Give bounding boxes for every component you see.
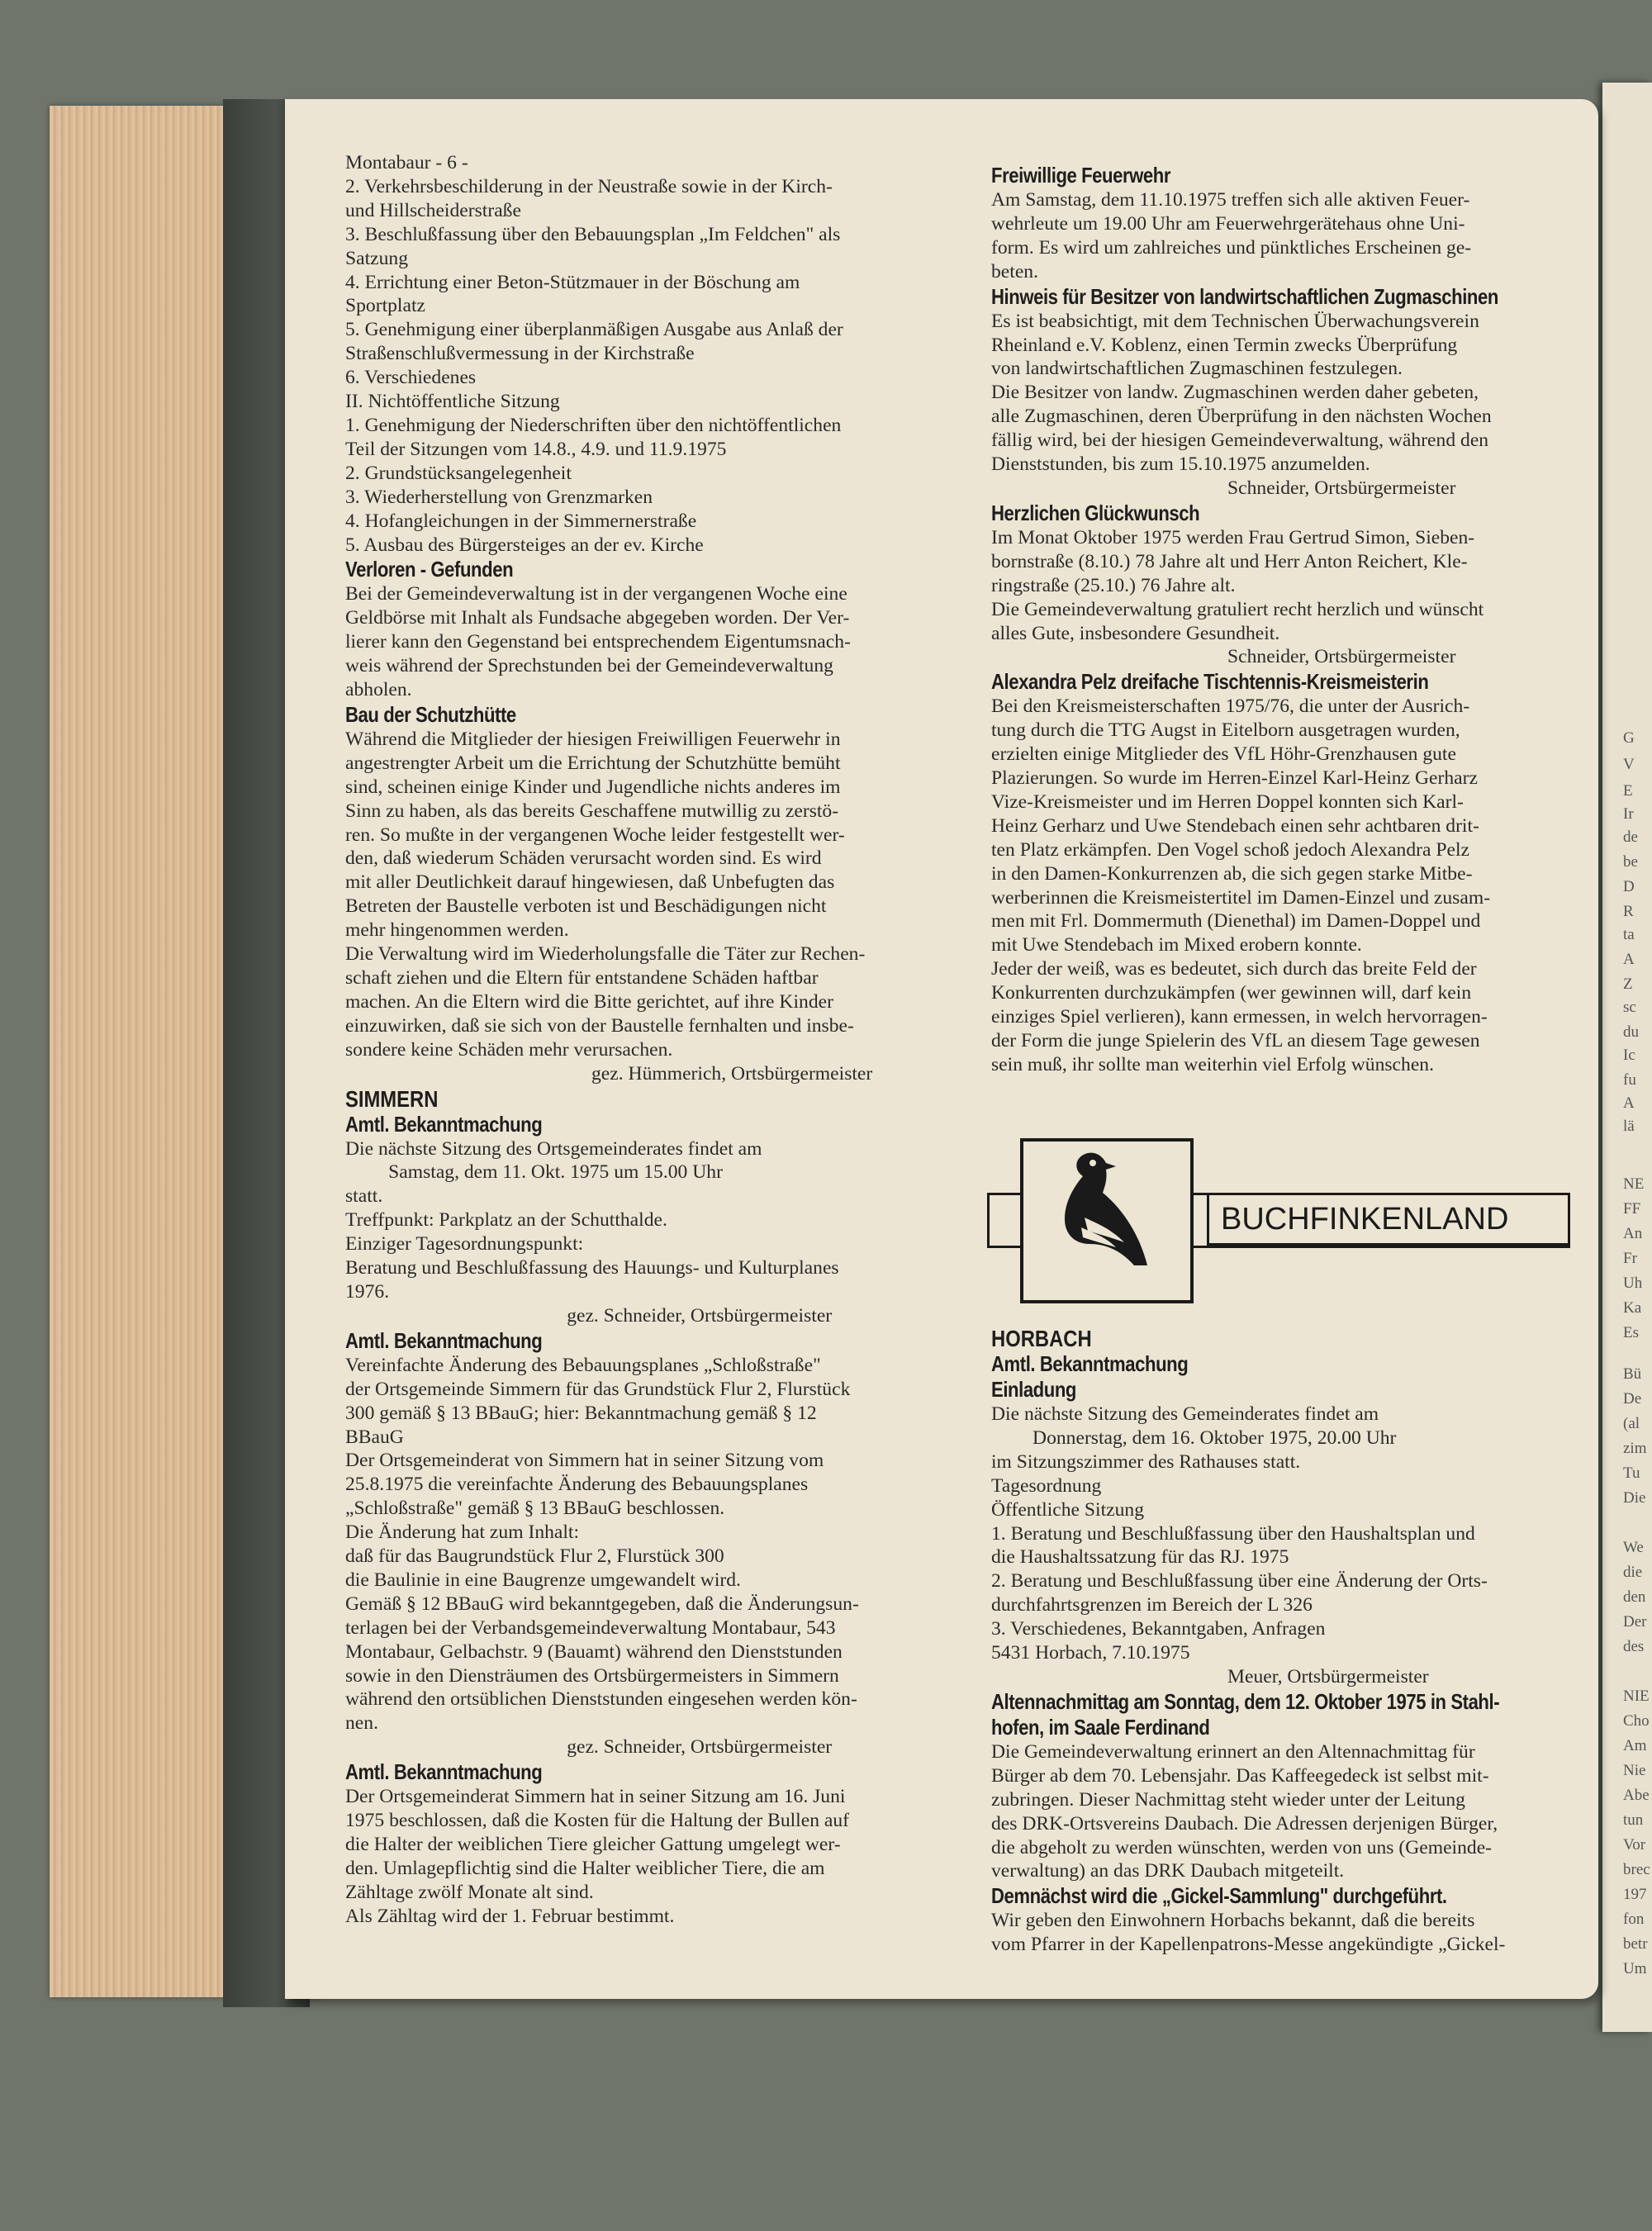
text-line: sein muß, ihr sollte man weiterhin viel Erfolg wünschen.	[991, 1053, 1434, 1075]
agenda-item: 3. Beschlußfassung über den Bebauungsplan „Im Feldchen" als	[345, 223, 841, 245]
agenda-item: Satzung	[345, 247, 409, 269]
text-line: Die Besitzer von landw. Zugmaschinen werden daher gebeten,	[991, 382, 1479, 404]
text-line: Betreten der Baustelle verboten ist und Beschädigungen nicht	[345, 895, 827, 918]
logo-name-box	[1207, 1193, 1570, 1246]
text-line: wehrleute um 19.00 Uhr am Feuerwehrgerätehaus ohne Uni-	[991, 212, 1465, 235]
next-page-fragment: NE	[1623, 1175, 1645, 1193]
agenda-item: 2. Verkehrsbeschilderung in der Neustraße sowie in der Kirch-	[345, 175, 833, 197]
next-page-fragment: ta	[1623, 926, 1635, 943]
bird-icon	[1023, 1142, 1190, 1300]
text-line: erzielten einige Mitglieder des VfL Höhr-Grenzhausen gute	[991, 743, 1456, 766]
next-page-text-fragments	[1623, 124, 1652, 2024]
text-line: Im Monat Oktober 1975 werden Frau Gertrud Simon, Sieben-	[991, 526, 1475, 548]
simmern-notice-2-body	[345, 1354, 961, 1736]
heading-gickel: Demnächst wird die „Gickel-Sammlung" durchgeführt.	[991, 1883, 1447, 1909]
text-line: vom Pfarrer in der Kapellenpatrons-Messe angekündigte „Gickel-	[991, 1934, 1506, 1956]
text-line: des DRK-Ortsvereins Daubach. Die Adressen derjenigen Bürger,	[991, 1812, 1498, 1835]
text-line: 300 gemäß § 13 BBauG; hier: Bekanntmachung gemäß § 12	[345, 1402, 817, 1424]
text-line: den, daß wiederum Schäden verursacht worden sind. Es wird	[345, 847, 822, 870]
next-page-fragment: Ic	[1623, 1047, 1635, 1064]
text-line: nen.	[345, 1712, 378, 1735]
text-line: die Haushaltssatzung für das RJ. 1975	[991, 1546, 1289, 1569]
next-page-fragment: Ir	[1623, 805, 1634, 823]
next-page-fragment: 197	[1623, 1886, 1647, 1903]
buchfinkenland-logo	[987, 1138, 1569, 1303]
gickel-body	[991, 1909, 1582, 1957]
next-page-fragment: Ka	[1623, 1299, 1642, 1317]
text-line: Gemäß § 12 BBauG wird bekanntgegeben, daß die Änderungsun-	[345, 1593, 859, 1615]
text-line: Montabaur, Gelbachstr. 9 (Bauamt) während den Dienststunden	[345, 1640, 843, 1663]
next-page-fragment: Z	[1623, 975, 1633, 993]
next-page-fragment: NIE	[1623, 1687, 1650, 1705]
logo-rule-left	[987, 1193, 990, 1248]
text-line: Die Verwaltung wird im Wiederholungsfalle die Täter zur Rechen-	[345, 943, 866, 966]
heading-horbach-notice: Amtl. Bekanntmachung	[991, 1351, 1189, 1376]
next-page-fragment: FF	[1623, 1200, 1641, 1218]
text-line: den. Umlagepflichtig sind die Halter weiblicher Tiere, die am	[345, 1857, 825, 1879]
heading-glueckwunsch: Herzlichen Glückwunsch	[991, 500, 1200, 525]
tischtennis-body	[991, 695, 1582, 1077]
text-line: durchfahrtsgrenzen im Bereich der L 326	[991, 1594, 1313, 1616]
next-page-fragment: brec	[1623, 1861, 1650, 1878]
text-line: daß für das Baugrundstück Flur 2, Flurstück 300	[345, 1545, 724, 1568]
text-line: angestrengter Arbeit um die Errichtung der Schutzhütte bemüht	[345, 752, 841, 774]
text-line: Bürger ab dem 70. Lebensjahr. Das Kaffeegedeck ist selbst mit-	[991, 1764, 1489, 1787]
text-line: 1976.	[345, 1280, 390, 1303]
text-line: Einziger Tagesordnungspunkt:	[345, 1233, 584, 1256]
next-page-fragment: R	[1623, 903, 1634, 920]
right-column-lower	[991, 1326, 1582, 1957]
text-line: men mit Frl. Dommermuth (Dienethal) im Damen-Doppel und	[991, 910, 1481, 933]
next-page-fragment: An	[1623, 1225, 1643, 1242]
text-line: alles Gute, insbesondere Gesundheit.	[991, 622, 1280, 644]
agenda-item: und Hillscheiderstraße	[345, 199, 521, 221]
right-column-upper	[991, 163, 1582, 1077]
text-line: Öffentliche Sitzung	[991, 1498, 1144, 1521]
agenda-item: Teil der Sitzungen vom 14.8., 4.9. und 11.9.1975	[345, 438, 727, 460]
text-line: während den ortsüblichen Dienststunden eingesehen werden kön-	[345, 1688, 857, 1711]
next-page-fragment: Fr	[1623, 1250, 1637, 1267]
simmern-notice-1-date: Samstag, dem 11. Okt. 1975 um 15.00 Uhr	[388, 1161, 723, 1184]
next-page-fragment: betr	[1623, 1935, 1648, 1953]
text-line: Jeder der weiß, was es bedeutet, sich durch das breite Feld der	[991, 958, 1477, 980]
text-line: im Sitzungszimmer des Rathauses statt.	[991, 1450, 1301, 1473]
heading-schutzhuette: Bau der Schutzhütte	[345, 701, 516, 727]
text-line: Am Samstag, dem 11.10.1975 treffen sich alle aktiven Feuer-	[991, 189, 1470, 211]
heading-verloren: Verloren - Gefunden	[345, 557, 514, 582]
text-line: Bei den Kreismeisterschaften 1975/76, die unter der Ausrich-	[991, 695, 1470, 718]
altennachmittag-body	[991, 1740, 1582, 1883]
left-column	[345, 151, 961, 1929]
text-line: Es ist beabsichtigt, mit dem Technischen Überwachungsverein	[991, 310, 1479, 332]
agenda-list	[345, 175, 961, 558]
text-line: mehr hingenommen werden.	[345, 919, 569, 942]
next-page-fragment: des	[1623, 1638, 1645, 1655]
text-line: BBauG	[345, 1426, 404, 1448]
text-line: 5431 Horbach, 7.10.1975	[991, 1642, 1190, 1664]
next-page-fragment: Um	[1623, 1960, 1647, 1977]
next-page-fragment: fon	[1623, 1911, 1645, 1928]
text-line: lierer kann den Gegenstand bei entsprechendem Eigentumsnach-	[345, 631, 851, 653]
heading-simmern-notice-3: Amtl. Bekanntmachung	[345, 1759, 543, 1785]
schutzhuette-body	[345, 728, 961, 1062]
heading-simmern-notice-2: Amtl. Bekanntmachung	[345, 1327, 543, 1353]
zugmaschinen-body	[991, 310, 1582, 477]
agenda-item: Straßenschlußvermessung in der Kirchstraße	[345, 343, 695, 365]
heading-altennachmittag-2: hofen, im Saale Ferdinand	[991, 1714, 1210, 1740]
next-page-fragment: Cho	[1623, 1712, 1650, 1730]
text-line: 1. Beratung und Beschlußfassung über den Haushaltsplan und	[991, 1522, 1475, 1545]
text-line: fällig wird, bei der hiesigen Gemeindeverwaltung, während den	[991, 430, 1489, 452]
next-page-fragment: die	[1623, 1564, 1643, 1581]
next-page-fragment: sc	[1623, 999, 1636, 1016]
agenda-item: Sportplatz	[345, 295, 425, 317]
text-line: beten.	[991, 260, 1038, 282]
text-line: Vize-Kreismeister und im Herren Doppel konnten sich Karl-	[991, 790, 1464, 813]
heading-feuerwehr: Freiwillige Feuerwehr	[991, 163, 1171, 187]
text-line: Die Gemeindeverwaltung erinnert an den Altennachmittag für	[991, 1740, 1475, 1763]
signature-schneider-1: gez. Schneider, Ortsbürgermeister	[567, 1304, 833, 1327]
agenda-item: II. Nichtöffentliche Sitzung	[345, 391, 560, 413]
text-line: Dienststunden, bis zum 15.10.1975 anzumelden.	[991, 453, 1370, 476]
heading-simmern-notice-1: Amtl. Bekanntmachung	[345, 1111, 543, 1137]
next-page-fragment: Es	[1623, 1324, 1639, 1341]
horbach-body	[991, 1450, 1582, 1665]
signature-huemmerich: gez. Hümmerich, Ortsbürgermeister	[591, 1062, 873, 1085]
text-line: die Halter der weiblichen Tiere gleicher Gattung umgelegt wer-	[345, 1834, 841, 1855]
next-page-fragment: We	[1623, 1539, 1644, 1556]
next-page-fragment: zim	[1623, 1440, 1647, 1457]
text-line: Der Ortsgemeinderat Simmern hat in seiner Sitzung am 16. Juni	[345, 1786, 846, 1808]
text-line: ten Platz erkämpfen. Den Vogel schoß jedoch Alexandra Pelz	[991, 838, 1469, 861]
next-page-fragment: De	[1623, 1390, 1642, 1407]
text-line: Die Änderung hat zum Inhalt:	[345, 1521, 580, 1544]
text-line: alle Zugmaschinen, deren Überprüfung in den nächsten Wochen	[991, 406, 1492, 428]
text-line: terlagen bei der Verbandsgemeindeverwaltung Montabaur, 543	[345, 1616, 836, 1639]
glueckwunsch-body	[991, 526, 1582, 646]
next-page-fragment: Die	[1623, 1489, 1646, 1507]
text-line: mit Uwe Stendebach im Mixed erobern konnte.	[991, 934, 1362, 956]
signature-schneider-2: gez. Schneider, Ortsbürgermeister	[567, 1736, 833, 1759]
text-line: schaft ziehen und die Eltern für entstandene Schäden haftbar	[345, 967, 819, 989]
text-line: Zähltage zwölf Monate alt sind.	[345, 1881, 594, 1903]
next-page-fragment: V	[1623, 756, 1635, 773]
text-line: tung durch die TTG Augst in Eitelborn ausgetragen wurden,	[991, 719, 1460, 742]
agenda-item: 6. Verschiedenes	[345, 367, 477, 389]
next-page-fragment: A	[1623, 951, 1635, 968]
text-line: ringstraße (25.10.) 76 Jahre alt.	[991, 574, 1236, 596]
text-line: Heinz Gerharz und Uwe Stendebach einen sehr achtbaren drit-	[991, 814, 1479, 837]
text-line: einzuwirken, daß sie sich von der Baustelle fernhalten und insbe-	[345, 1014, 854, 1037]
agenda-item: 2. Grundstücksangelegenheit	[345, 462, 572, 484]
agenda-item: 1. Genehmigung der Niederschriften über den nichtöffentlichen	[345, 414, 842, 436]
next-page-fragment: A	[1623, 1094, 1635, 1112]
text-line: der Form die junge Spielerin des VfL an diesem Tage gewesen	[991, 1030, 1480, 1051]
simmern-notice-1-intro: Die nächste Sitzung des Ortsgemeinderates findet am	[345, 1137, 762, 1160]
next-page-fragment: lä	[1623, 1118, 1635, 1135]
signature-schneider-4: Schneider, Ortsbürgermeister	[1227, 646, 1456, 668]
next-page-fragment: den	[1623, 1588, 1646, 1606]
text-line: Plazierungen. So wurde im Herren-Einzel Karl-Heinz Gerharz	[991, 767, 1478, 790]
text-line: Beratung und Beschlußfassung des Hauungs- und Kulturplanes	[345, 1257, 839, 1279]
text-line: Tagesordnung	[991, 1474, 1102, 1497]
text-line: die Baulinie in eine Baugrenze umgewandelt wird.	[345, 1569, 741, 1591]
agenda-item: 3. Wiederherstellung von Grenzmarken	[345, 486, 653, 508]
text-line: Während die Mitglieder der hiesigen Freiwilligen Feuerwehr in	[345, 728, 841, 750]
text-line: mit aller Deutlichkeit darauf hingewiesen, daß Unbefugten das	[345, 871, 835, 894]
text-line: Sinn zu haben, als das bereits Geschaffene mutwillig zu zerstö-	[345, 800, 839, 822]
text-line: Wir geben den Einwohnern Horbachs bekannt, daß die bereits	[991, 1910, 1475, 1932]
text-line: abholen.	[345, 679, 412, 701]
heading-zugmaschinen: Hinweis für Besitzer von landwirtschaftlichen Zugmaschinen	[991, 283, 1498, 309]
text-line: sind, scheinen einige Kinder und Jugendliche nichts anderes im	[345, 776, 841, 798]
text-line: der Ortsgemeinde Simmern für das Grundstück Flur 2, Flurstück	[345, 1378, 851, 1400]
text-line: weis während der Sprechstunden bei der Gemeindeverwaltung	[345, 655, 833, 677]
text-line: 25.8.1975 die vereinfachte Änderung des Bebauungsplanes	[345, 1474, 809, 1496]
text-line: form. Es wird um zahlreiches und pünktliches Erscheinen ge-	[991, 236, 1472, 259]
next-page-fragment: de	[1623, 828, 1638, 846]
text-line: bornstraße (8.10.) 78 Jahre alt und Herr Anton Reichert, Kle-	[991, 550, 1468, 572]
text-line: Geldbörse mit Inhalt als Fundsache abgegeben worden. Der Ver-	[345, 607, 850, 629]
next-page-fragment: tun	[1623, 1811, 1644, 1829]
verloren-body	[345, 582, 961, 702]
next-page-fragment: fu	[1623, 1071, 1636, 1089]
text-line: die abgeholt zu werden wünschten, werden von uns (Gemeinde-	[991, 1836, 1493, 1858]
subheading-einladung: Einladung	[991, 1377, 1076, 1402]
agenda-item: 4. Hofangleichungen in der Simmernerstraße	[345, 510, 697, 532]
next-page-fragment: (al	[1623, 1415, 1640, 1432]
next-page-fragment: E	[1623, 782, 1633, 800]
next-page-fragment: be	[1623, 853, 1638, 871]
text-line: Der Ortsgemeinderat von Simmern hat in seiner Sitzung vom	[345, 1450, 824, 1472]
text-line: von landwirtschaftlichen Zugmaschinen festzulegen.	[991, 358, 1403, 380]
logo-name: BUCHFINKENLAND	[1221, 1201, 1509, 1237]
horbach-date: Donnerstag, dem 16. Oktober 1975, 20.00 Uhr	[1032, 1426, 1397, 1449]
text-line: 3. Verschiedenes, Bekanntgaben, Anfragen	[991, 1618, 1326, 1640]
next-page-fragment: Vor	[1623, 1836, 1646, 1854]
next-page-fragment: G	[1623, 729, 1635, 747]
place-horbach: HORBACH	[991, 1326, 1092, 1351]
text-line: sondere keine Schäden mehr verursachen.	[345, 1038, 673, 1061]
heading-tischtennis: Alexandra Pelz dreifache Tischtennis-Kreismeisterin	[991, 669, 1429, 695]
text-line: machen. An die Eltern wird die Bitte gerichtet, auf ihre Kinder	[345, 990, 833, 1013]
text-line: ren. So mußte in der vergangenen Woche leider festgestellt wer-	[345, 824, 845, 846]
agenda-item: 5. Ausbau des Bürgersteiges an der ev. Kirche	[345, 534, 704, 556]
text-line: zubringen. Dieser Nachmittag steht wieder unter der Leitung	[991, 1788, 1465, 1811]
simmern-notice-1-body	[345, 1184, 961, 1304]
horbach-intro: Die nächste Sitzung des Gemeinderates findet am	[991, 1403, 1379, 1425]
text-line: in den Damen-Konkurrenzen ab, die sich gegen starke Mitbe-	[991, 862, 1473, 885]
next-page-fragment: du	[1623, 1023, 1639, 1041]
next-page-fragment: Bü	[1623, 1365, 1642, 1383]
next-page-fragment: Tu	[1623, 1464, 1640, 1482]
signature-meuer: Meuer, Ortsbürgermeister	[1227, 1665, 1429, 1687]
text-line: „Schloßstraße" gemäß § 13 BBauG beschlossen.	[345, 1498, 725, 1520]
text-line: 2. Beratung und Beschlußfassung über eine Änderung der Orts-	[991, 1570, 1488, 1593]
text-line: werberinnen die Kreismeistertitel im Damen-Einzel und zusam-	[991, 886, 1491, 909]
heading-altennachmittag-1: Altennachmittag am Sonntag, dem 12. Oktober 1975 in Stahl-	[991, 1688, 1500, 1714]
feuerwehr-body	[991, 188, 1582, 284]
simmern-notice-3-body	[345, 1785, 961, 1928]
text-line: statt.	[345, 1185, 383, 1208]
text-line: einziges Spiel verlieren), kann ermessen, in welch hervorragen-	[991, 1006, 1488, 1028]
text-line: Treffpunkt: Parkplatz an der Schutthalde.	[345, 1209, 667, 1232]
text-line: 1975 beschlossen, daß die Kosten für die Haltung der Bullen auf	[345, 1810, 850, 1832]
text-line: Als Zähltag wird der 1. Februar bestimmt.	[345, 1905, 675, 1927]
next-page-fragment: D	[1623, 878, 1635, 895]
text-line: Bei der Gemeindeverwaltung ist in der vergangenen Woche eine	[345, 583, 847, 605]
next-page-fragment: Nie	[1623, 1762, 1646, 1779]
place-simmern: SIMMERN	[345, 1085, 439, 1112]
next-page-fragment: Der	[1623, 1613, 1647, 1631]
text-line: Die Gemeindeverwaltung gratuliert recht herzlich und wünscht	[991, 598, 1484, 620]
text-line: sowie in den Diensträumen des Ortsbürgermeisters in Simmern	[345, 1664, 839, 1687]
text-line: Rheinland e.V. Koblenz, einen Termin zwecks Überprüfung	[991, 334, 1458, 356]
text-line: Vereinfachte Änderung des Bebauungsplanes „Schloßstraße"	[345, 1354, 821, 1376]
text-line: Konkurrenten durchzukämpfen (wer gewinnen will, darf kein	[991, 982, 1472, 1004]
next-page-fragment: Abe	[1623, 1787, 1650, 1804]
running-head: Montabaur - 6 -	[345, 152, 468, 173]
bird-emblem-icon	[1020, 1138, 1194, 1303]
text-line: verwaltung) an das DRK Daubach mitgeteilt.	[991, 1860, 1345, 1882]
signature-schneider-3: Schneider, Ortsbürgermeister	[1227, 477, 1456, 499]
next-page-fragment: Uh	[1623, 1275, 1643, 1292]
agenda-item: 5. Genehmigung einer überplanmäßigen Ausgabe aus Anlaß der	[345, 319, 843, 341]
agenda-item: 4. Errichtung einer Beton-Stützmauer in der Böschung am	[345, 271, 800, 293]
next-page-fragment: Am	[1623, 1737, 1647, 1754]
